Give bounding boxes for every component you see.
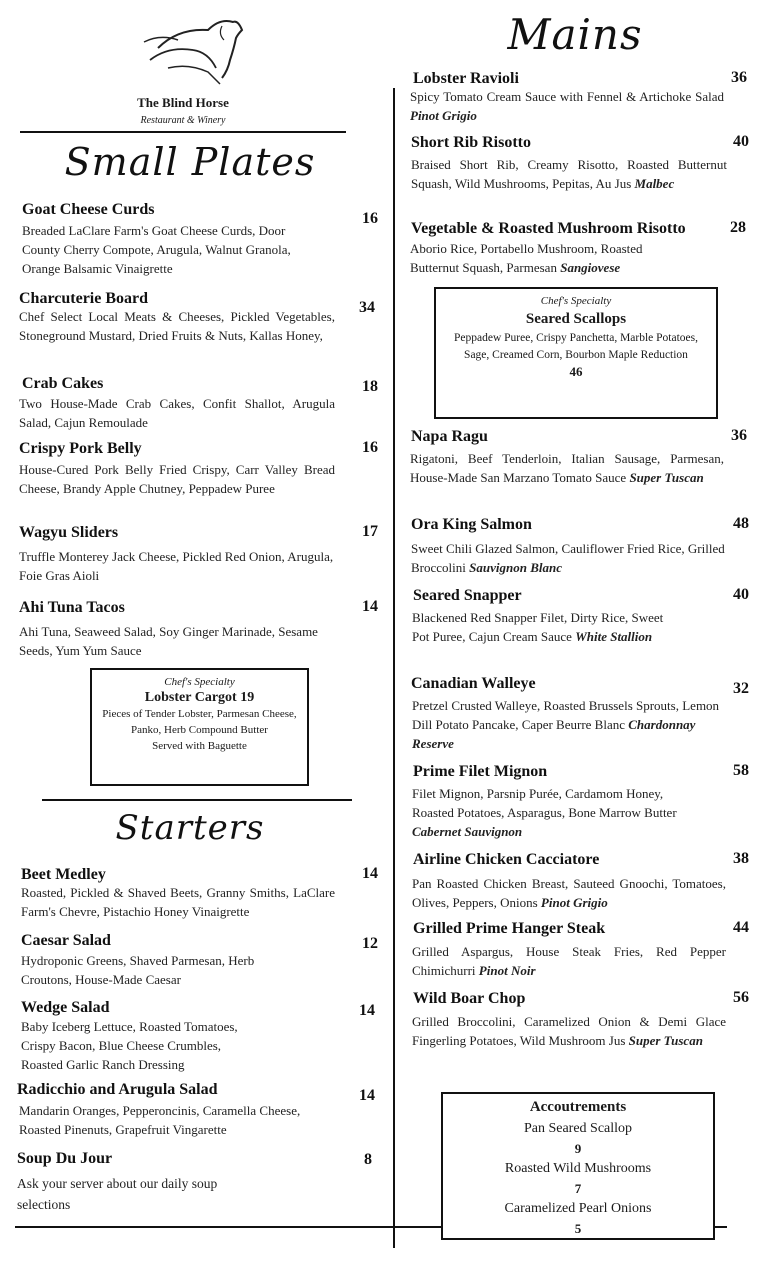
column-divider [393,88,395,1248]
menu-item-price: 14 [359,1002,375,1019]
logo [138,8,248,88]
menu-item-price: 8 [364,1151,372,1168]
menu-item-price: 18 [362,378,378,395]
specialty-description: Peppadew Puree, Crispy Panchetta, Marble Potatoes, Sage, Creamed Corn, Bourbon Maple Reduction [454,332,698,361]
menu-item-price: 16 [362,439,378,456]
menu-item-price: 44 [733,919,749,936]
menu-item-description-text: Pan Roasted Chicken Breast, Sauteed Gnoochi, Tomatoes, Olives, Peppers, Onions [412,876,726,910]
menu-item-description-text: Sweet Chili Glazed Salmon, Cauliflower Fried Rice, Grilled Broccolini [411,541,725,575]
section-heading-mains: Mains [507,10,643,59]
section-heading-starters: Starters [115,808,265,848]
specialty-price: 46 [569,364,583,379]
brand-name: The Blind Horse [137,95,229,110]
menu-item-description: Mandarin Oranges, Pepperoncinis, Caramella Cheese, Roasted Pinenuts, Grapefruit Vingarette [19,1103,301,1137]
divider-top-left [20,131,346,133]
menu-item-description-text: Aborio Rice, Portabello Mushroom, Roasted Butternut Squash, Parmesan [410,241,643,275]
menu-item-price: 16 [362,210,378,227]
menu-item-price: 36 [731,69,747,86]
menu-item-name: Airline Chicken Cacciatore [413,851,600,868]
menu-item-description [411,155,727,193]
menu-item-description [410,239,690,277]
wine-pairing: Sangiovese [560,260,621,275]
specialty-description: Panko, Herb Compound Butter [131,724,268,736]
menu-item-description-text: Filet Mignon, Parsnip Purée, Cardamom Honey, Roasted Potatoes, Asparagus, Bone Marrow Butter [412,786,677,820]
menu-item-price: 48 [733,515,749,532]
menu-item-description [411,539,729,577]
section-heading-small-plates: Small Plates [64,140,316,184]
accoutrements-box [441,1092,715,1240]
menu-item-price: 14 [362,865,378,882]
wine-pairing: Pinot Noir [478,963,536,978]
menu-item-name: Wagyu Sliders [19,524,119,541]
menu-item-description [412,696,730,753]
menu-item-price: 34 [359,299,375,316]
specialty-name: Seared Scallops [525,311,627,327]
menu-item-description-text: Blackened Red Snapper Filet, Dirty Rice, Sweet Pot Puree, Cajun Cream Sauce [412,610,664,644]
menu-item-price: 36 [731,427,747,444]
chef-specialty-box [90,668,309,786]
accoutrement-name: Pan Seared Scallop [523,1121,633,1136]
specialty-description: Pieces of Tender Lobster, Parmesan Cheese, [102,708,297,720]
menu-item-description-text: Pretzel Crusted Walleye, Roasted Brussels Sprouts, Lemon Dill Potato Pancake, Caper Beurre Blanc [412,698,720,732]
menu-item-description: Chef Select Local Meats & Cheeses, Pickled Vegetables, Stoneground Mustard, Dried Fruits & Nuts, Kallas Honey, [19,309,335,343]
wine-pairing: White Stallion [575,629,653,644]
menu-item-name: Crab Cakes [22,375,104,392]
specialty-description: Served with Baguette [152,740,247,752]
menu-item-name: Canadian Walleye [411,675,536,692]
menu-item-description-text: Grilled Broccolini, Caramelized Onion & Demi Glace Fingerling Potatoes, Wild Mushroom Jus [412,1014,726,1048]
menu-item-name: Goat Cheese Curds [22,201,155,218]
wine-pairing: Super Tuscan [628,1033,703,1048]
menu-item-description: Breaded LaClare Farm's Goat Cheese Curds, Door County Cherry Compote, Arugula, Walnut Granola, Orange Balsamic Vinaigrette [22,223,291,276]
menu-item-description [410,449,724,487]
menu-item-price: 12 [362,935,378,952]
wine-pairing: Super Tuscan [629,470,704,485]
menu-item-description: House-Cured Pork Belly Fried Crispy, Carr Valley Bread Cheese, Brandy Apple Chutney, Peppadew Puree [19,462,335,496]
menu-item-description-text: Grilled Aspargus, House Steak Fries, Red Pepper Chimichurri [412,944,726,978]
menu-item-price: 28 [730,219,746,236]
wine-pairing: Pinot Grigio [540,895,608,910]
accoutrement-price: 9 [574,1141,582,1156]
menu-item-name: Charcuterie Board [19,290,149,307]
wine-pairing: Cabernet Sauvignon [412,824,523,839]
menu-item-description: Truffle Monterey Jack Cheese, Pickled Red Onion, Arugula, Foie Gras Aioli [19,549,334,583]
brand-tagline: Restaurant & Winery [140,115,226,126]
menu-item-name: Beet Medley [21,866,106,883]
specialty-name: Lobster Cargot [144,690,237,705]
menu-item-name: Napa Ragu [411,428,488,445]
menu-item-description: Two House-Made Crab Cakes, Confit Shallot, Arugula Salad, Cajun Remoulade [19,396,335,430]
specialty-label: Chef's Specialty [164,676,235,688]
menu-item-name: Caesar Salad [21,932,111,949]
menu-item-price: 40 [733,586,749,603]
menu-item-description: Ahi Tuna, Seaweed Salad, Soy Ginger Marinade, Sesame Seeds, Yum Yum Sauce [19,624,318,658]
accoutrement-price: 5 [574,1221,582,1236]
specialty-label: Chef's Specialty [540,295,612,307]
wine-pairing: Sauvignon Blanc [469,560,562,575]
menu-item-name: Wedge Salad [21,999,110,1016]
menu-item-description [412,784,682,841]
menu-item-price: 40 [733,133,749,150]
accoutrement-name: Caramelized Pearl Onions [504,1201,652,1216]
menu-item-price: 38 [733,850,749,867]
menu-item-name: Short Rib Risotto [411,134,532,151]
menu-item-description-text: Braised Short Rib, Creamy Risotto, Roasted Butternut Squash, Wild Mushrooms, Pepitas, Au Jus [411,157,727,191]
menu-item-price: 14 [362,598,378,615]
menu-item-description: Ask your server about our daily soup selections [17,1176,218,1212]
wine-pairing: Chardonnay Reserve [412,717,696,751]
menu-item-name: Vegetable & Roasted Mushroom Risotto [411,220,686,237]
menu-item-price: 17 [362,523,378,540]
menu-item-name: Grilled Prime Hanger Steak [413,920,606,937]
accoutrement-price: 7 [574,1181,582,1196]
menu-item-description: Baby Iceberg Lettuce, Roasted Tomatoes, Crispy Bacon, Blue Cheese Crumbles, Roasted Garlic Ranch Dressing [21,1019,238,1072]
menu-item-description [410,87,724,125]
menu-item-description: Hydroponic Greens, Shaved Parmesan, Herb Croutons, House-Made Caesar [21,953,255,987]
horse-logo-icon [138,8,248,88]
menu-item-price: 56 [733,989,749,1006]
menu-item-price: 58 [733,762,749,779]
menu-item-description [412,608,672,646]
menu-item-price: 32 [733,680,749,697]
specialty-price: 19 [240,690,255,705]
menu-item-name: Wild Boar Chop [413,990,526,1007]
menu-item-description-text: Rigatoni, Beef Tenderloin, Italian Sausage, Parmesan, House-Made San Marzano Tomato Sauce [410,451,724,485]
menu-item-description-text: Spicy Tomato Cream Sauce with Fennel & Artichoke Salad [410,89,724,104]
menu-item-price: 14 [359,1087,375,1104]
menu-item-description: Roasted, Pickled & Shaved Beets, Granny Smiths, LaClare Farm's Chevre, Pistachio Honey Vinaigrette [21,885,335,919]
menu-item-name: Soup Du Jour [17,1150,113,1167]
wine-pairing: Malbec [634,176,675,191]
accoutrements-title: Accoutrements [529,1099,627,1115]
menu-item-name: Lobster Ravioli [413,70,519,87]
menu-item-description [412,942,726,980]
menu-item-name: Seared Snapper [413,587,522,604]
wine-pairing: Pinot Grigio [410,108,477,123]
menu-item-description [412,1012,726,1050]
menu-item-description [412,874,726,912]
chef-specialty-box [434,287,718,419]
menu-item-name: Ahi Tuna Tacos [19,599,125,616]
menu-item-name: Radicchio and Arugula Salad [17,1081,218,1098]
menu-item-name: Prime Filet Mignon [413,763,548,780]
accoutrement-name: Roasted Wild Mushrooms [504,1161,652,1176]
menu-item-name: Crispy Pork Belly [19,440,142,457]
menu-item-name: Ora King Salmon [411,516,532,533]
divider-mid-left [42,799,352,801]
